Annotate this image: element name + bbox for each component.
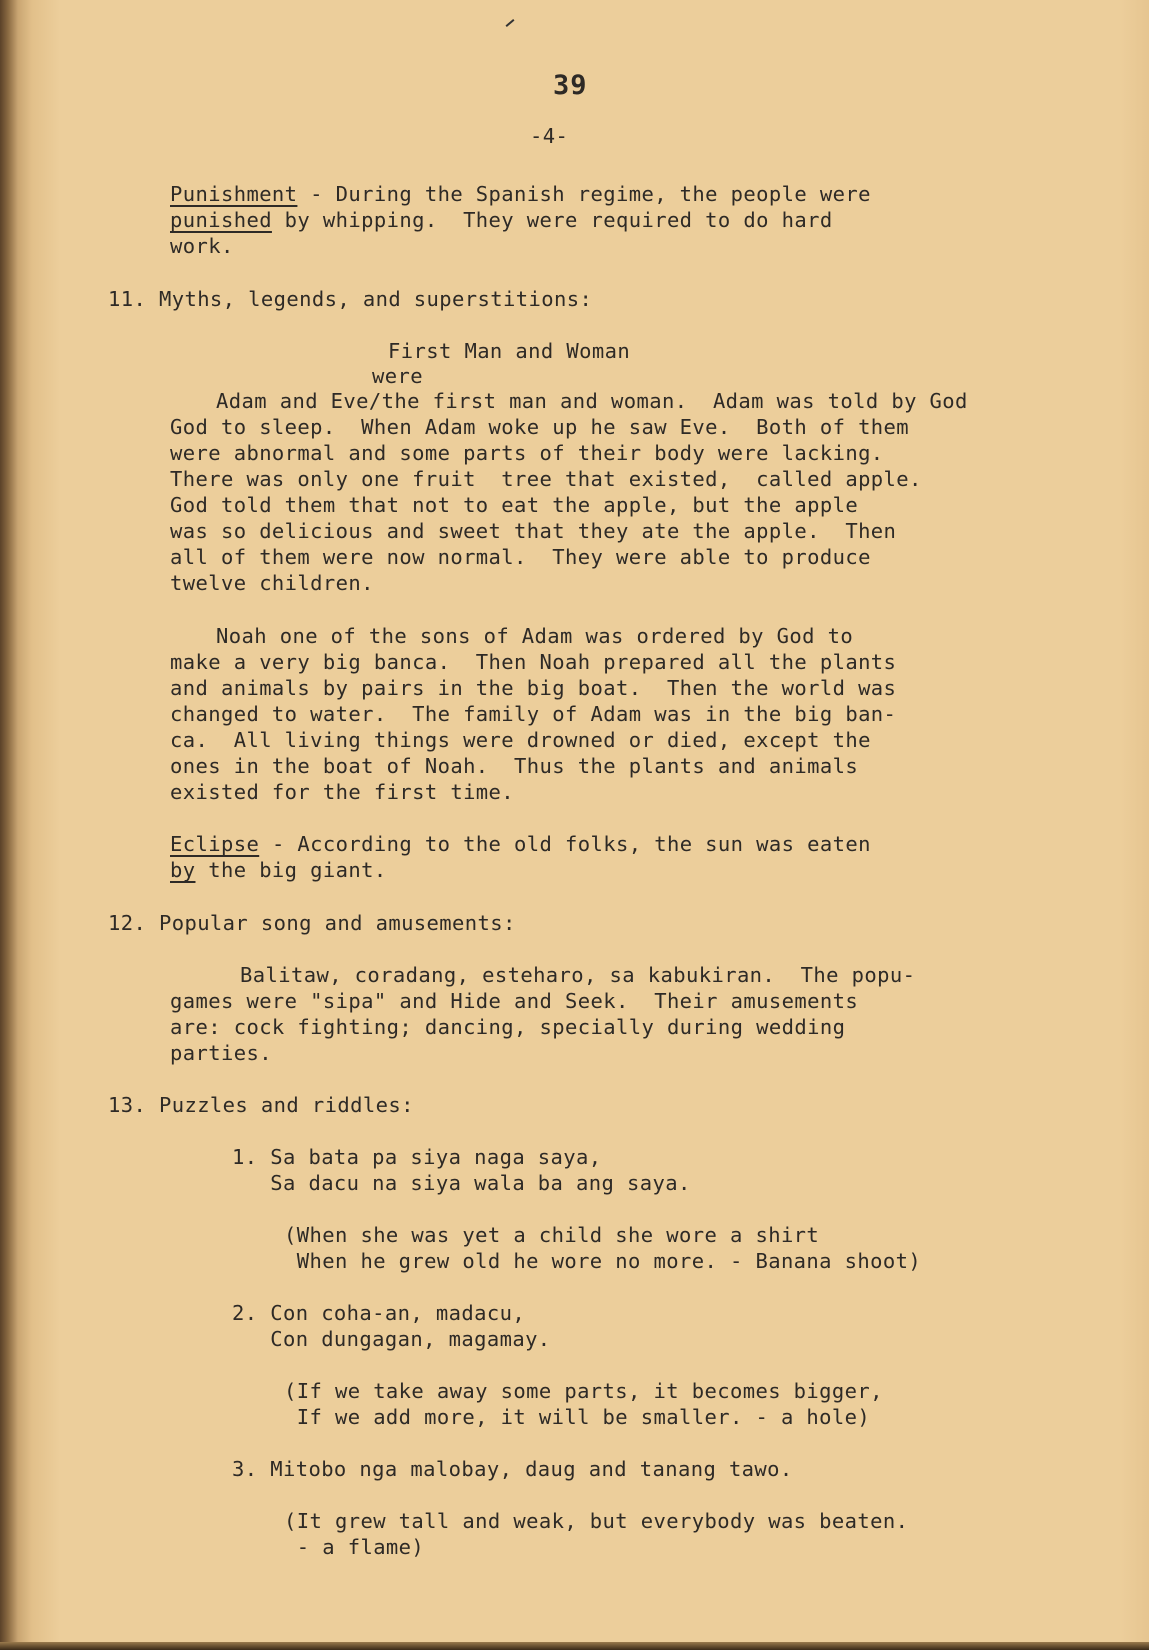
sub-page-number: -4- xyxy=(530,124,569,148)
para1-line-1: Adam and Eve/the first man and woman. Adam was told by God xyxy=(216,389,968,413)
section-13-heading: 13. Puzzles and riddles: xyxy=(108,1093,414,1117)
para1-line-8: twelve children. xyxy=(170,571,374,595)
section-12-heading: 12. Popular song and amusements: xyxy=(108,911,516,935)
para1-line-6: was so delicious and sweet that they ate the apple. Then xyxy=(170,519,897,543)
riddle-3-answer-1: (It grew tall and weak, but everybody was beaten. xyxy=(284,1509,909,1533)
story-title: First Man and Woman xyxy=(388,339,631,363)
punishment-text: - During the Spanish regime, the people were xyxy=(297,182,871,206)
riddle-2-answer-2: If we add more, it will be smaller. - a hole) xyxy=(284,1405,871,1429)
eclipse-text-2: the big giant. xyxy=(195,858,387,882)
punishment-term: Punishment xyxy=(170,182,298,206)
eclipse-text: - According to the old folks, the sun was eaten xyxy=(259,832,871,856)
sec12-line-4: parties. xyxy=(170,1041,272,1065)
para1-line-5: God told them that not to eat the apple, but the apple xyxy=(170,493,859,517)
punishment-text-2: by whipping. They were required to do hard xyxy=(271,208,833,232)
riddle-1-answer-1: (When she was yet a child she wore a shirt xyxy=(284,1223,820,1247)
riddle-2-line-1: 2. Con coha-an, madacu, xyxy=(232,1301,526,1325)
para1-line-3: were abnormal and some parts of their body were lacking. xyxy=(170,441,884,465)
para2-line-4: changed to water. The family of Adam was in the big ban- xyxy=(170,702,897,726)
section-11-heading: 11. Myths, legends, and superstitions: xyxy=(108,287,593,311)
para2-line-5: ca. All living things were drowned or died, except the xyxy=(170,728,871,752)
sec12-line-3: are: cock fighting; dancing, specially during wedding xyxy=(170,1015,846,1039)
riddle-1-answer-2: When he grew old he wore no more. - Banana shoot) xyxy=(284,1249,922,1273)
sec12-line-2: games were "sipa" and Hide and Seek. Their amusements xyxy=(170,989,859,1013)
para1-line-7: all of them were now normal. They were able to produce xyxy=(170,545,871,569)
sec12-line-1: Balitaw, coradang, esteharo, sa kabukiran. The popu- xyxy=(240,963,916,987)
para1-line-4: There was only one fruit tree that existed, called apple. xyxy=(170,467,922,491)
para2-line-3: and animals by pairs in the big boat. Then the world was xyxy=(170,676,897,700)
page-bottom-edge xyxy=(0,1642,1149,1650)
para1-line-2: God to sleep. When Adam woke up he saw Eve. Both of them xyxy=(170,415,910,439)
punishment-line-3: work. xyxy=(170,234,234,258)
para2-line-2: make a very big banca. Then Noah prepared all the plants xyxy=(170,650,897,674)
punishment-line-1 xyxy=(170,184,871,205)
eclipse-line-1 xyxy=(170,834,871,855)
riddle-3-answer-2: - a flame) xyxy=(284,1535,425,1559)
riddle-3-line-1: 3. Mitobo nga malobay, daug and tanang tawo. xyxy=(232,1457,793,1481)
riddle-2-answer-1: (If we take away some parts, it becomes bigger, xyxy=(284,1379,883,1403)
riddle-2-line-2: Con dungagan, magamay. xyxy=(232,1327,551,1351)
inserted-word: were xyxy=(372,364,423,388)
punished-underlined: punished xyxy=(170,208,272,232)
page-number: 39 xyxy=(553,70,588,101)
eclipse-line-2 xyxy=(170,860,387,881)
eclipse-term: Eclipse xyxy=(170,832,260,856)
riddle-1-line-2: Sa dacu na siya wala ba ang saya. xyxy=(232,1171,691,1195)
eclipse-by-underlined: by xyxy=(170,858,196,882)
para2-line-1: Noah one of the sons of Adam was ordered by God to xyxy=(216,624,854,648)
riddle-1-line-1: 1. Sa bata pa siya naga saya, xyxy=(232,1145,602,1169)
para2-line-6: ones in the boat of Noah. Thus the plants and animals xyxy=(170,754,859,778)
punishment-line-2 xyxy=(170,210,833,231)
para2-line-7: existed for the first time. xyxy=(170,780,515,804)
